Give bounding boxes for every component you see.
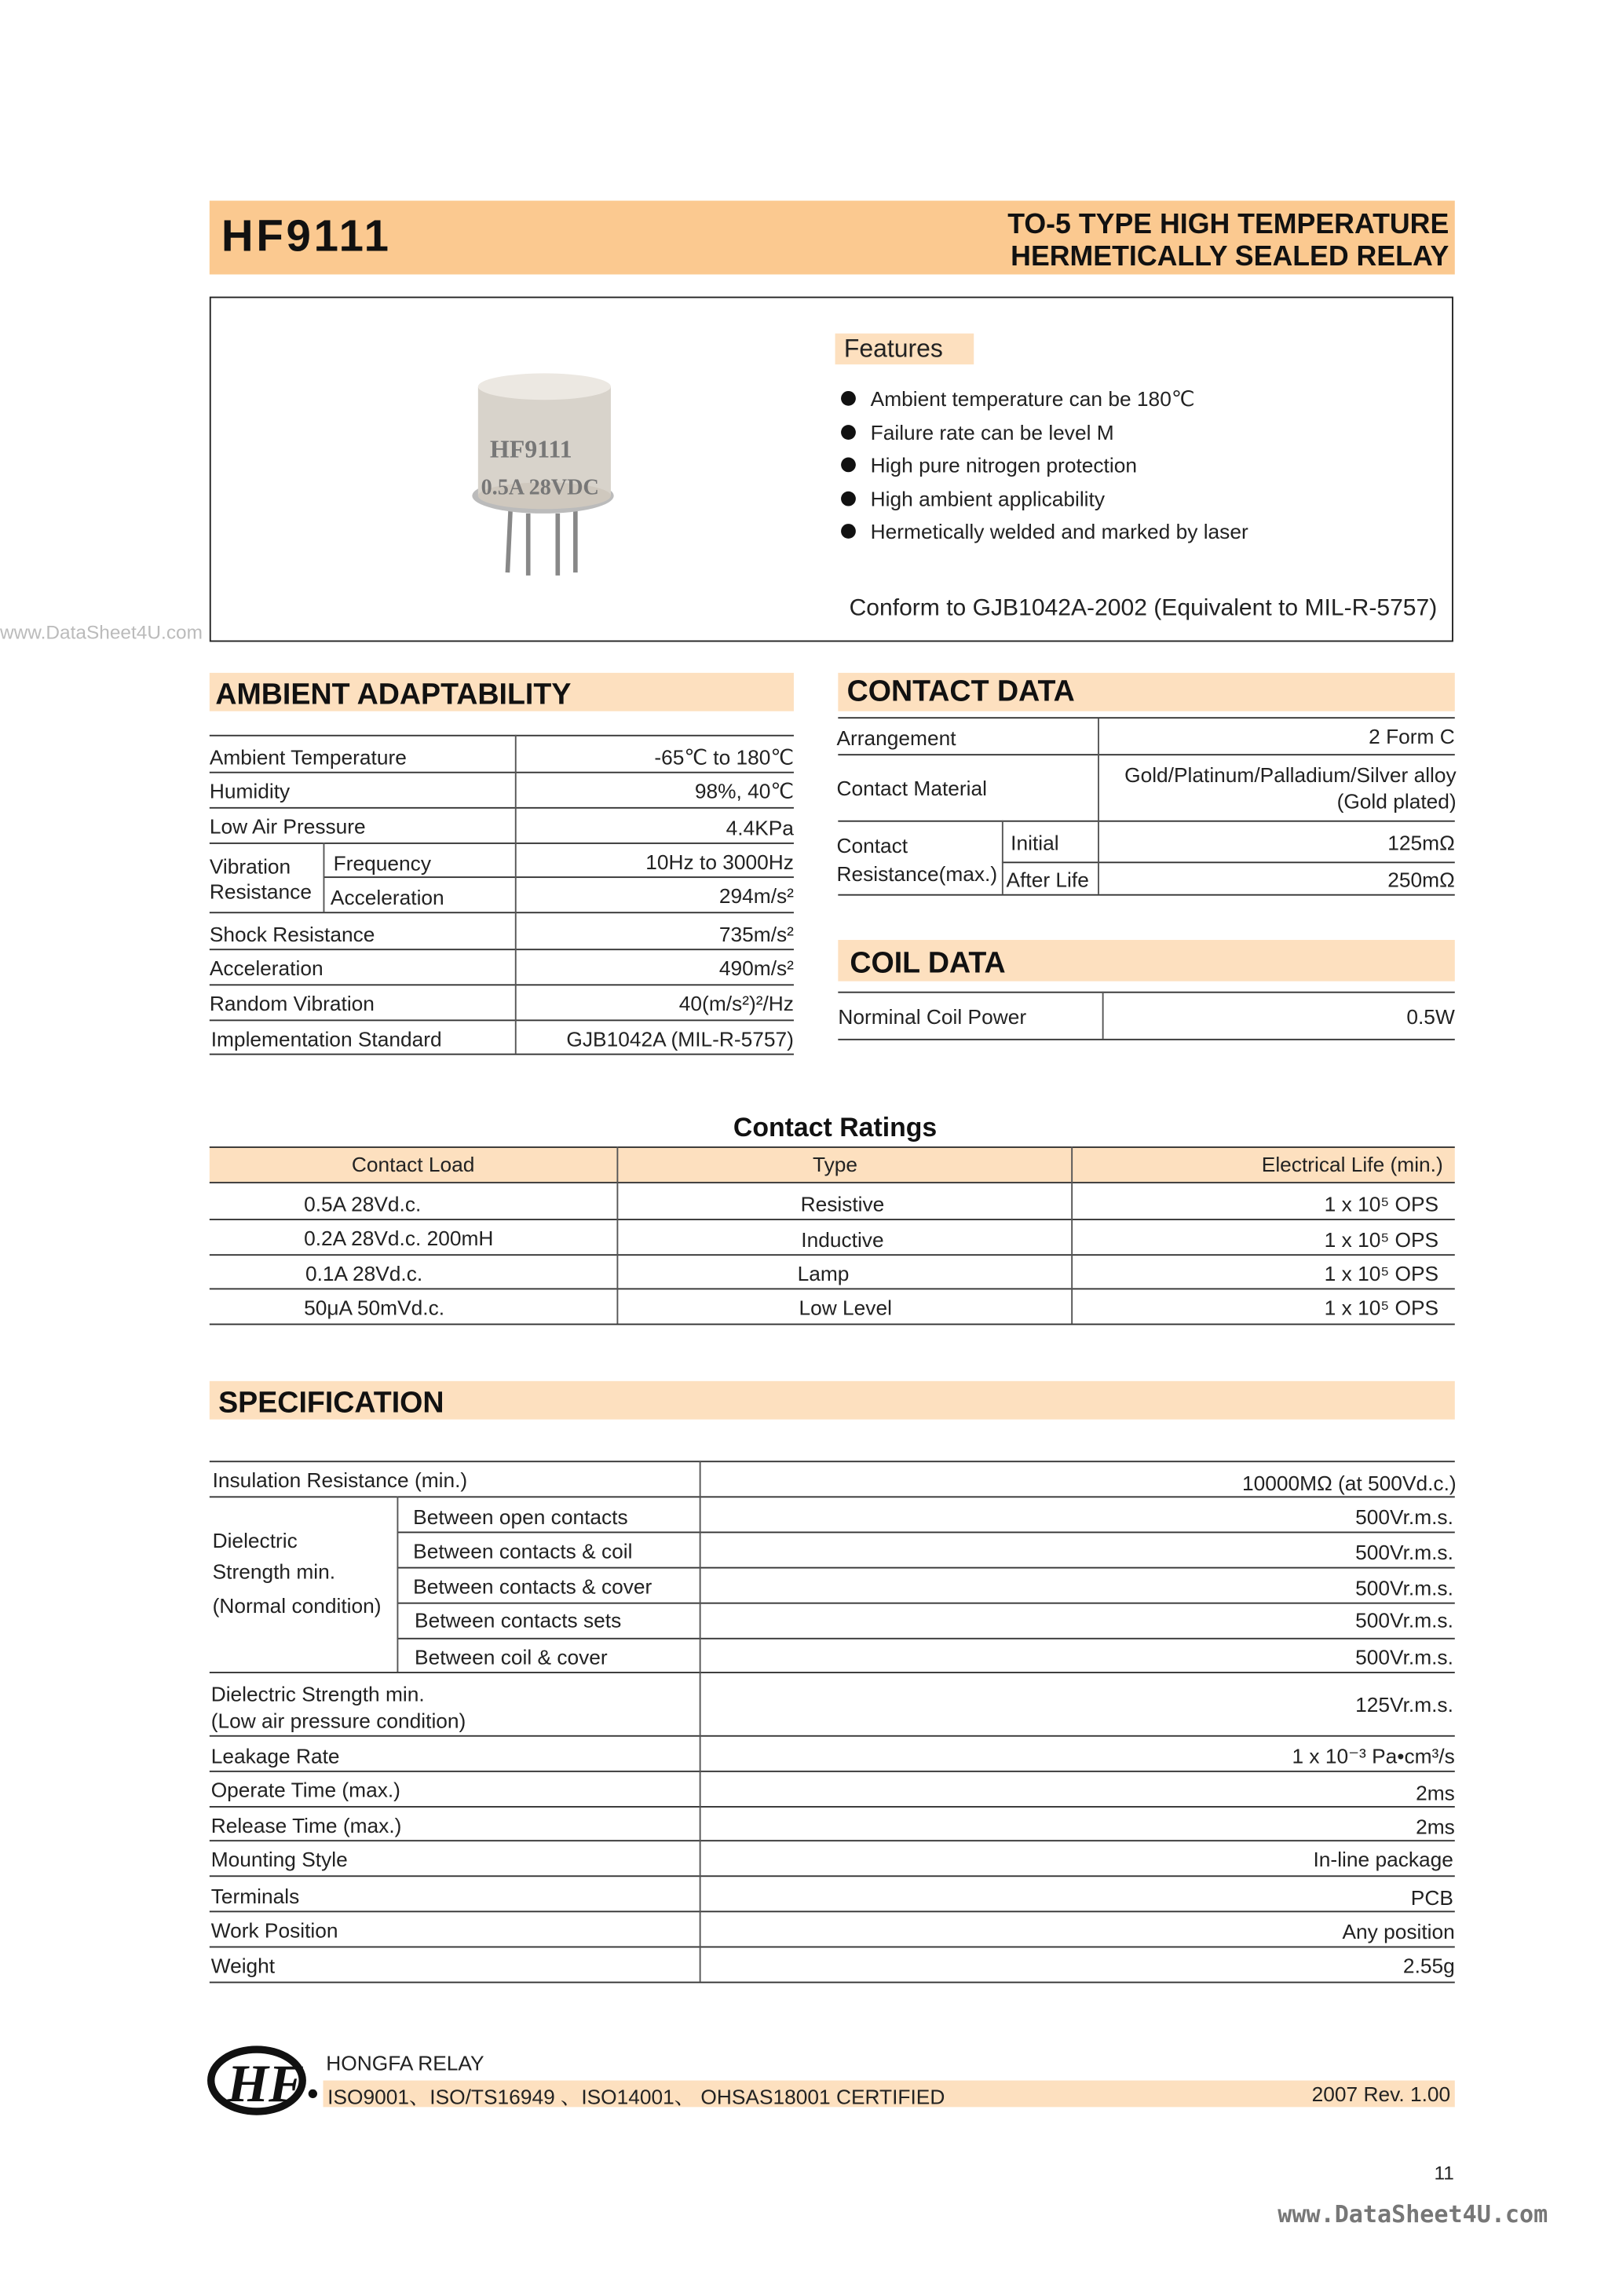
- spec-sublabel: Between coil & cover: [415, 1645, 608, 1669]
- ambient-value: 98%, 40℃: [694, 779, 794, 803]
- ambient-sublabel: Acceleration: [330, 885, 444, 909]
- spec-label: Mounting Style: [210, 1847, 348, 1871]
- contact-title: CONTACT DATA: [846, 675, 1075, 708]
- ratings-header: Electrical Life (min.): [1261, 1152, 1443, 1176]
- rating-type: Lamp: [797, 1261, 850, 1285]
- relay-marking-1: HF9111: [489, 435, 572, 463]
- spec-value: 500Vr.m.s.: [1355, 1575, 1453, 1600]
- features-title: Features: [843, 335, 943, 364]
- ambient-value: 294m/s²: [718, 883, 794, 908]
- spec-value: 125Vr.m.s.: [1355, 1692, 1453, 1717]
- conform-note: Conform to GJB1042A-2002 (Equivalent to MIL-R-5757): [849, 596, 1438, 622]
- model-title: HF9111: [221, 212, 392, 261]
- spec-value: 500Vr.m.s.: [1355, 1540, 1453, 1564]
- contact-sublabel: After Life: [1006, 867, 1089, 891]
- spec-label: (Normal condition): [212, 1593, 382, 1618]
- feature-item: High pure nitrogen protection: [870, 452, 1137, 477]
- watermark-bottom: www.DataSheet4U.com: [1278, 2199, 1548, 2228]
- spec-label: Release Time (max.): [210, 1813, 402, 1837]
- spec-label: (Low air pressure condition): [210, 1708, 466, 1733]
- ambient-value: 490m/s²: [718, 956, 794, 980]
- spec-label: Terminals: [210, 1884, 300, 1908]
- spec-sublabel: Between contacts sets: [415, 1608, 622, 1632]
- spec-value: Any position: [1342, 1919, 1455, 1943]
- ambient-label: Shock Resistance: [209, 922, 375, 946]
- ratings-header: Contact Load: [351, 1152, 475, 1176]
- contact-value: Gold/Platinum/Palladium/Silver alloy: [1124, 762, 1457, 787]
- revision: 2007 Rev. 1.00: [1311, 2082, 1451, 2106]
- rating-life: 1 x 10⁵ OPS: [1324, 1192, 1439, 1216]
- spec-value: 500Vr.m.s.: [1355, 1504, 1453, 1529]
- rating-life: 1 x 10⁵ OPS: [1324, 1261, 1439, 1285]
- rating-load: 50μA 50mVd.c.: [304, 1295, 445, 1319]
- ambient-value: 10Hz to 3000Hz: [645, 850, 794, 874]
- bullet-icon: [841, 492, 856, 506]
- spec-sublabel: Between contacts & coil: [413, 1538, 633, 1563]
- spec-label: Strength min.: [212, 1559, 336, 1584]
- rating-type: Resistive: [800, 1192, 885, 1216]
- spec-label: Operate Time (max.): [210, 1778, 400, 1802]
- certifications: ISO9001、ISO/TS16949 、ISO14001、 OHSAS18001 CERTIFIED: [327, 2085, 945, 2109]
- spec-value: 2ms: [1416, 1781, 1455, 1805]
- rating-load: 0.5A 28Vd.c.: [304, 1192, 422, 1216]
- rating-life: 1 x 10⁵ OPS: [1324, 1227, 1439, 1252]
- ratings-header: Type: [813, 1152, 858, 1176]
- hongfa-logo: [207, 2045, 322, 2115]
- spec-value: 2ms: [1416, 1815, 1455, 1839]
- coil-title: COIL DATA: [850, 947, 1006, 980]
- ambient-label: Low Air Pressure: [209, 814, 366, 839]
- ambient-sublabel: Frequency: [333, 851, 431, 876]
- coil-value: 0.5W: [1406, 1004, 1455, 1029]
- feature-item: Ambient temperature can be 180℃: [870, 386, 1195, 411]
- contact-value: 250mΩ: [1387, 867, 1455, 891]
- coil-label: Norminal Coil Power: [838, 1004, 1027, 1029]
- rating-load: 0.2A 28Vd.c. 200mH: [304, 1226, 494, 1250]
- spec-value: 10000MΩ (at 500Vd.c.): [1241, 1471, 1457, 1495]
- spec-label: Work Position: [210, 1918, 338, 1942]
- contact-value: (Gold plated): [1336, 789, 1457, 813]
- subtitle-line2: HERMETICALLY SEALED RELAY: [1011, 242, 1449, 273]
- spec-sublabel: Between contacts & cover: [413, 1574, 652, 1599]
- ambient-title: AMBIENT ADAPTABILITY: [215, 678, 572, 711]
- contact-sublabel: Initial: [1011, 830, 1059, 854]
- watermark-left: www.DataSheet4U.com: [0, 621, 203, 644]
- spec-value: PCB: [1410, 1885, 1453, 1910]
- contact-label: Contact Material: [836, 776, 988, 800]
- feature-item: Failure rate can be level M: [870, 420, 1114, 444]
- ambient-label: Implementation Standard: [210, 1026, 442, 1051]
- bullet-icon: [841, 391, 856, 406]
- contact-value: 2 Form C: [1369, 724, 1455, 748]
- bullet-icon: [841, 524, 856, 539]
- spec-label: Dielectric: [212, 1528, 298, 1552]
- relay-product-image: [470, 369, 617, 579]
- logo-text: HF: [227, 2053, 305, 2113]
- features-box: [210, 297, 1453, 642]
- ratings-title: Contact Ratings: [733, 1112, 938, 1143]
- ambient-value: 4.4KPa: [726, 816, 794, 840]
- spec-value: 1 x 10⁻³ Pa•cm³/s: [1292, 1744, 1455, 1768]
- ambient-label: Vibration Resistance: [209, 854, 312, 904]
- rating-type: Inductive: [801, 1227, 884, 1252]
- ambient-value: GJB1042A (MIL-R-5757): [566, 1026, 794, 1051]
- rating-type: Low Level: [799, 1295, 892, 1319]
- relay-marking-2: 0.5A 28VDC: [481, 475, 599, 500]
- page-number: 11: [1434, 2161, 1454, 2184]
- ambient-label: Acceleration: [209, 956, 324, 980]
- contact-label: Arrangement: [836, 726, 956, 750]
- rating-life: 1 x 10⁵ OPS: [1324, 1295, 1439, 1319]
- spec-sublabel: Between open contacts: [413, 1504, 628, 1529]
- ambient-label: Humidity: [209, 779, 291, 803]
- ambient-value: 735m/s²: [718, 922, 794, 946]
- spec-value: In-line package: [1313, 1847, 1453, 1871]
- spec-label: Leakage Rate: [210, 1744, 340, 1768]
- feature-item: Hermetically welded and marked by laser: [870, 519, 1248, 543]
- ambient-label: Ambient Temperature: [209, 744, 407, 770]
- subtitle-line1: TO-5 TYPE HIGH TEMPERATURE: [1007, 209, 1449, 241]
- spec-label: Dielectric Strength min.: [210, 1682, 425, 1706]
- bullet-icon: [841, 425, 856, 440]
- rating-load: 0.1A 28Vd.c.: [305, 1261, 423, 1285]
- spec-label: Weight: [210, 1953, 276, 1977]
- bullet-icon: [841, 458, 856, 473]
- spec-value: 500Vr.m.s.: [1355, 1608, 1453, 1632]
- ambient-value: -65℃ to 180℃: [654, 744, 794, 770]
- feature-item: High ambient applicability: [870, 487, 1106, 511]
- spec-value: 500Vr.m.s.: [1355, 1645, 1453, 1669]
- contact-label: Resistance(max.): [836, 861, 998, 886]
- company-name: HONGFA RELAY: [326, 2050, 484, 2075]
- spec-title: SPECIFICATION: [218, 1387, 444, 1420]
- ambient-label: Random Vibration: [209, 991, 375, 1015]
- contact-value: 125mΩ: [1387, 830, 1455, 854]
- spec-label: Insulation Resistance (min.): [212, 1468, 468, 1492]
- spec-value: 2.55g: [1402, 1953, 1455, 1977]
- ambient-value: 40(m/s²)²/Hz: [678, 991, 794, 1015]
- contact-label: Contact: [836, 833, 908, 857]
